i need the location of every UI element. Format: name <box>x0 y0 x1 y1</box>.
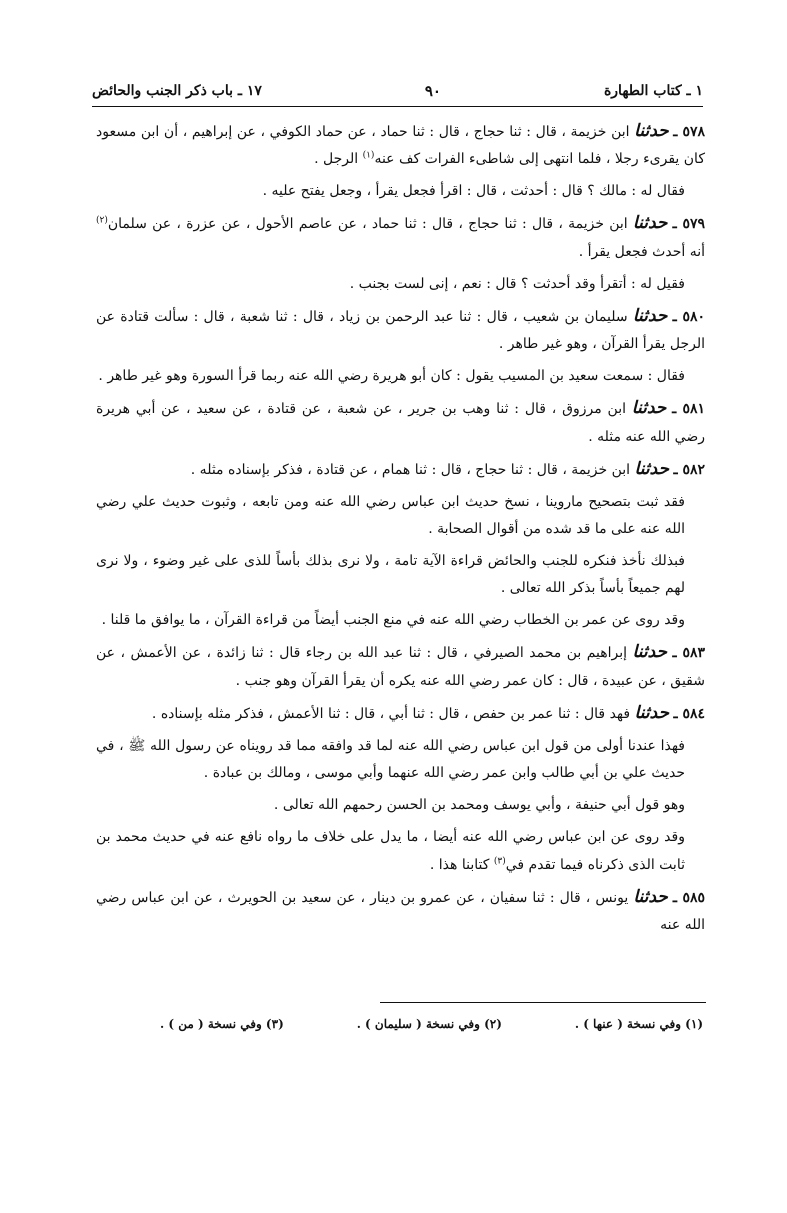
paragraph-text: فهذا عندنا أولى من قول ابن عباس رضي الله عنه لما قد وافقه مما قد رويناه عن رسول الله ﷺ ، في حديث علي بن أبي طالب وابن عمر رضي الله عنهما وأبي موسى ، ومالك بن عبادة . <box>96 737 685 782</box>
hadith-number: ٥٧٨ ـ <box>673 124 706 140</box>
hadith-paragraph <box>96 700 705 728</box>
header-book-title: ١ ـ كتاب الطهارة <box>603 83 703 99</box>
header-divider <box>92 106 703 107</box>
paragraph-text-tail: كتابنا هذا . <box>429 856 494 873</box>
hadith-number: ٥٨٤ ـ <box>673 705 705 722</box>
footnote-ref: (٣) <box>493 856 506 866</box>
commentary-paragraph <box>96 178 705 205</box>
haddathana-word: حدثنا <box>633 886 668 907</box>
paragraph-text: فقد ثبت بتصحيح ماروينا ، نسخ حديث ابن عباس رضي الله عنه ومن تابعه ، وثبوت حديث علي رضي الله عنه على ما قد شده من أقوال الصحابة . <box>96 493 685 538</box>
commentary-paragraph <box>96 363 705 390</box>
footnote-divider <box>380 1002 706 1003</box>
hadith-paragraph <box>96 118 705 174</box>
paragraph-text: وقد روى عن عمر بن الخطاب رضي الله عنه في منع الجنب أيضاً من قراءة القرآن ، ما يوافق ما قلنا . <box>101 612 685 629</box>
hadith-paragraph <box>96 456 705 484</box>
haddathana-word: حدثنا <box>632 642 667 663</box>
hadith-number: ٥٧٩ ـ <box>672 216 705 233</box>
commentary-paragraph <box>96 792 705 819</box>
commentary-paragraph <box>96 733 705 788</box>
hadith-number: ٥٨٥ ـ <box>672 889 706 906</box>
paragraph-text: ابن خزيمة ، قال : ثنا حجاج ، قال : ثنا همام ، عن قتادة ، فذكر بإسناده مثله . <box>190 461 635 478</box>
haddathana-word: حدثنا <box>634 458 669 479</box>
main-text <box>96 118 705 944</box>
commentary-paragraph <box>96 824 705 879</box>
hadith-number: ٥٨٣ ـ <box>672 645 706 662</box>
footnote-2: (٢) وفي نسخة ( سليمان ) . <box>356 1017 502 1031</box>
paragraph-text-tail: أنه أحدث فجعل يقرأ . <box>578 243 705 260</box>
paragraph-text-tail: الرجل . <box>314 151 363 168</box>
haddathana-word: حدثنا <box>634 702 669 723</box>
hadith-paragraph <box>96 884 705 940</box>
paragraph-text: سليمان بن شعيب ، قال : ثنا عبد الرحمن بن زياد ، قال : ثنا شعبة ، قال : سألت قتادة عن الرجل يقرأ القرآن ، وهو غير طاهر . <box>96 308 705 353</box>
paragraph-text: إبراهيم بن محمد الصيرفي ، قال : ثنا عبد الله بن رجاء قال : ثنا زائدة ، عن الأعمش ، عن شقيق ، عن عبيدة ، قال : كان عمر رضي الله عنه يكره أن يقرأ القرآن وهو جنب . <box>96 645 705 689</box>
haddathana-word: حدثنا <box>634 121 669 141</box>
hadith-number: ٥٨١ ـ <box>672 401 706 418</box>
paragraph-text: يونس ، قال : ثنا سفيان ، عن عمرو بن دينار ، عن سعيد بن الحويرث ، عن ابن عباس رضي الله عنه <box>96 889 705 934</box>
running-header <box>92 78 703 104</box>
hadith-paragraph <box>96 639 705 695</box>
hadith-paragraph <box>96 395 705 451</box>
paragraph-text: فهد قال : ثنا عمر بن حفص ، قال : ثنا أبي ، قال : ثنا الأعمش ، فذكر مثله بإسناده . <box>151 705 635 722</box>
hadith-paragraph <box>96 303 705 359</box>
paragraph-text: ابن مرزوق ، قال : ثنا وهب بن جرير ، عن شعبة ، عن قتادة ، عن سعيد ، عن أبي هريرة رضي الله عنه مثله . <box>96 401 705 445</box>
paragraph-text: وهو قول أبي حنيفة ، وأبي يوسف ومحمد بن الحسن رحمهم الله تعالى . <box>273 797 685 814</box>
commentary-paragraph <box>96 489 705 544</box>
haddathana-word: حدثنا <box>631 398 667 419</box>
footnote-1: (١) وفي نسخة ( عنها ) . <box>574 1017 703 1031</box>
header-chapter-title: ١٧ ـ باب ذكر الجنب والحائض <box>92 83 262 99</box>
haddathana-word: حدثنا <box>632 213 668 234</box>
paragraph-text: فقيل له : أتقرأ وقد أحدثت ؟ قال : نعم ، إنى لست بجنب . <box>349 275 685 292</box>
hadith-paragraph <box>96 210 705 266</box>
page-number: ٩٠ <box>424 82 441 100</box>
footnote-3: (٣) وفي نسخة ( من ) . <box>160 1017 284 1031</box>
paragraph-text: فبذلك نأخذ فنكره للجنب والحائض قراءة الآية تامة ، ولا نرى بذلك بأساً للذى على غير وضوء ، ولا نرى لهم جميعاً بأساً بذكر الله تعالى . <box>96 553 685 597</box>
hadith-number: ٥٨٠ ـ <box>672 308 705 325</box>
commentary-paragraph <box>96 271 705 298</box>
hadith-number: ٥٨٢ ـ <box>673 461 705 478</box>
haddathana-word: حدثنا <box>632 305 668 326</box>
commentary-paragraph <box>96 607 705 634</box>
paragraph-text: ابن خزيمة ، قال : ثنا حجاج ، قال : ثنا حماد ، عن عاصم الأحول ، عن عزرة ، عن سلمان <box>107 216 633 233</box>
footnotes <box>160 1017 703 1031</box>
paragraph-text: فقال : سمعت سعيد بن المسيب يقول : كان أبو هريرة رضي الله عنه ربما قرأ السورة وهو غير طاهر . <box>98 368 685 385</box>
commentary-paragraph <box>96 548 705 603</box>
paragraph-text: وقد روى عن ابن عباس رضي الله عنه أيضا ، ما يدل على خلاف ما رواه نافع عنه في حديث محمد بن ثابت الذى ذكرناه فيما تقدم في <box>96 829 685 873</box>
footnote-ref: (٢) <box>96 215 108 226</box>
paragraph-text: ابن خزيمة ، قال : ثنا حجاج ، قال : ثنا حماد ، عن حماد الكوفي ، عن إبراهيم ، أن ابن مسعود كان يقرىء رجلا ، فلما انتهى إلى شاطىء الفرات كف عنه <box>96 124 705 168</box>
paragraph-text: فقال له : مالك ؟ قال : أحدثت ، قال : اقرأ فجعل يقرأ ، وجعل يفتح عليه . <box>262 183 685 200</box>
footnote-ref: (١) <box>362 150 375 161</box>
